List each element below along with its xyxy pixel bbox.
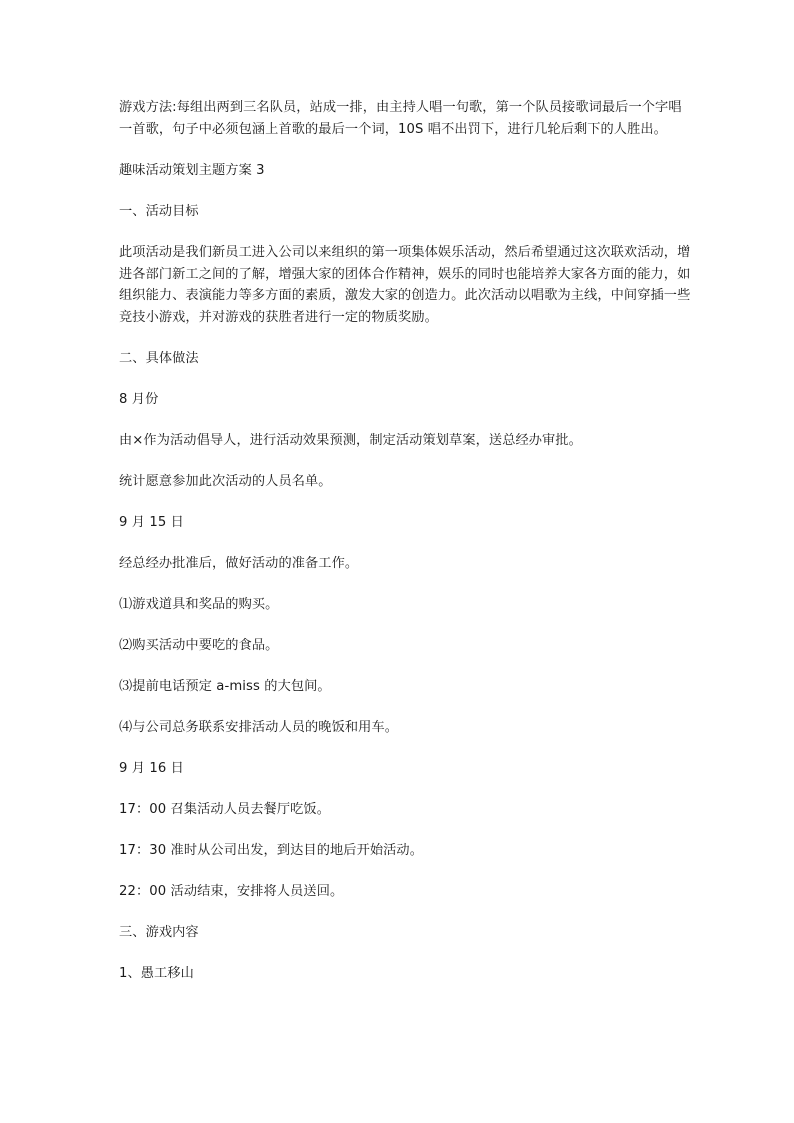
schedule-item-1700: 17：00 召集活动人员去餐厅吃饭。: [119, 802, 330, 817]
schedule-item-2200: 22：00 活动结束，安排将人员送回。: [119, 884, 344, 899]
date-sept-16: 9 月 16 日: [119, 761, 184, 776]
schedule-item-1730: 17：30 准时从公司出发，到达目的地后开始活动。: [119, 843, 424, 858]
prep-item-4: ⑷与公司总务联系安排活动人员的晚饭和用车。: [119, 720, 399, 735]
heading-game-content: 三、游戏内容: [119, 925, 199, 940]
sept-15-intro: 经总经办批准后，做好活动的准备工作。: [119, 556, 359, 571]
section-title: 趣味活动策划主题方案 3: [119, 163, 265, 178]
game-method-paragraph: 游戏方法:每组出两到三名队员，站成一排，由主持人唱一句歌，第一个队员接歌词最后一个字唱一首歌，句子中必须包涵上首歌的最后一个词，10S 唱不出罚下，进行几轮后剩下的人胜出。: [119, 100, 682, 137]
heading-specific-approach: 二、具体做法: [119, 351, 199, 366]
game-item-1: 1、愚工移山: [119, 966, 194, 981]
heading-activity-goal: 一、活动目标: [119, 204, 199, 219]
prep-item-1: ⑴游戏道具和奖品的购买。: [119, 597, 279, 612]
date-sept-15: 9 月 15 日: [119, 515, 184, 530]
prep-item-3: ⑶提前电话预定 a-miss 的大包间。: [119, 679, 331, 694]
august-task-proposal: 由×作为活动倡导人，进行活动效果预测，制定活动策划草案，送总经办审批。: [119, 433, 582, 448]
prep-item-2: ⑵购买活动中要吃的食品。: [119, 638, 279, 653]
date-august: 8 月份: [119, 392, 159, 407]
august-task-roster: 统计愿意参加此次活动的人员名单。: [119, 474, 332, 489]
activity-goal-paragraph: 此项活动是我们新员工进入公司以来组织的第一项集体娱乐活动，然后希望通过这次联欢活动，增进各部门新工之间的了解，增强大家的团体合作精神，娱乐的同时也能培养大家各方面的能力，如组织能力、表演能力等多方面的素质，激发大家的创造力。此次活动以唱歌为主线，中间穿插一些竞技小游戏，并对游戏的获胜者进行一定的物质奖励。: [119, 245, 691, 325]
